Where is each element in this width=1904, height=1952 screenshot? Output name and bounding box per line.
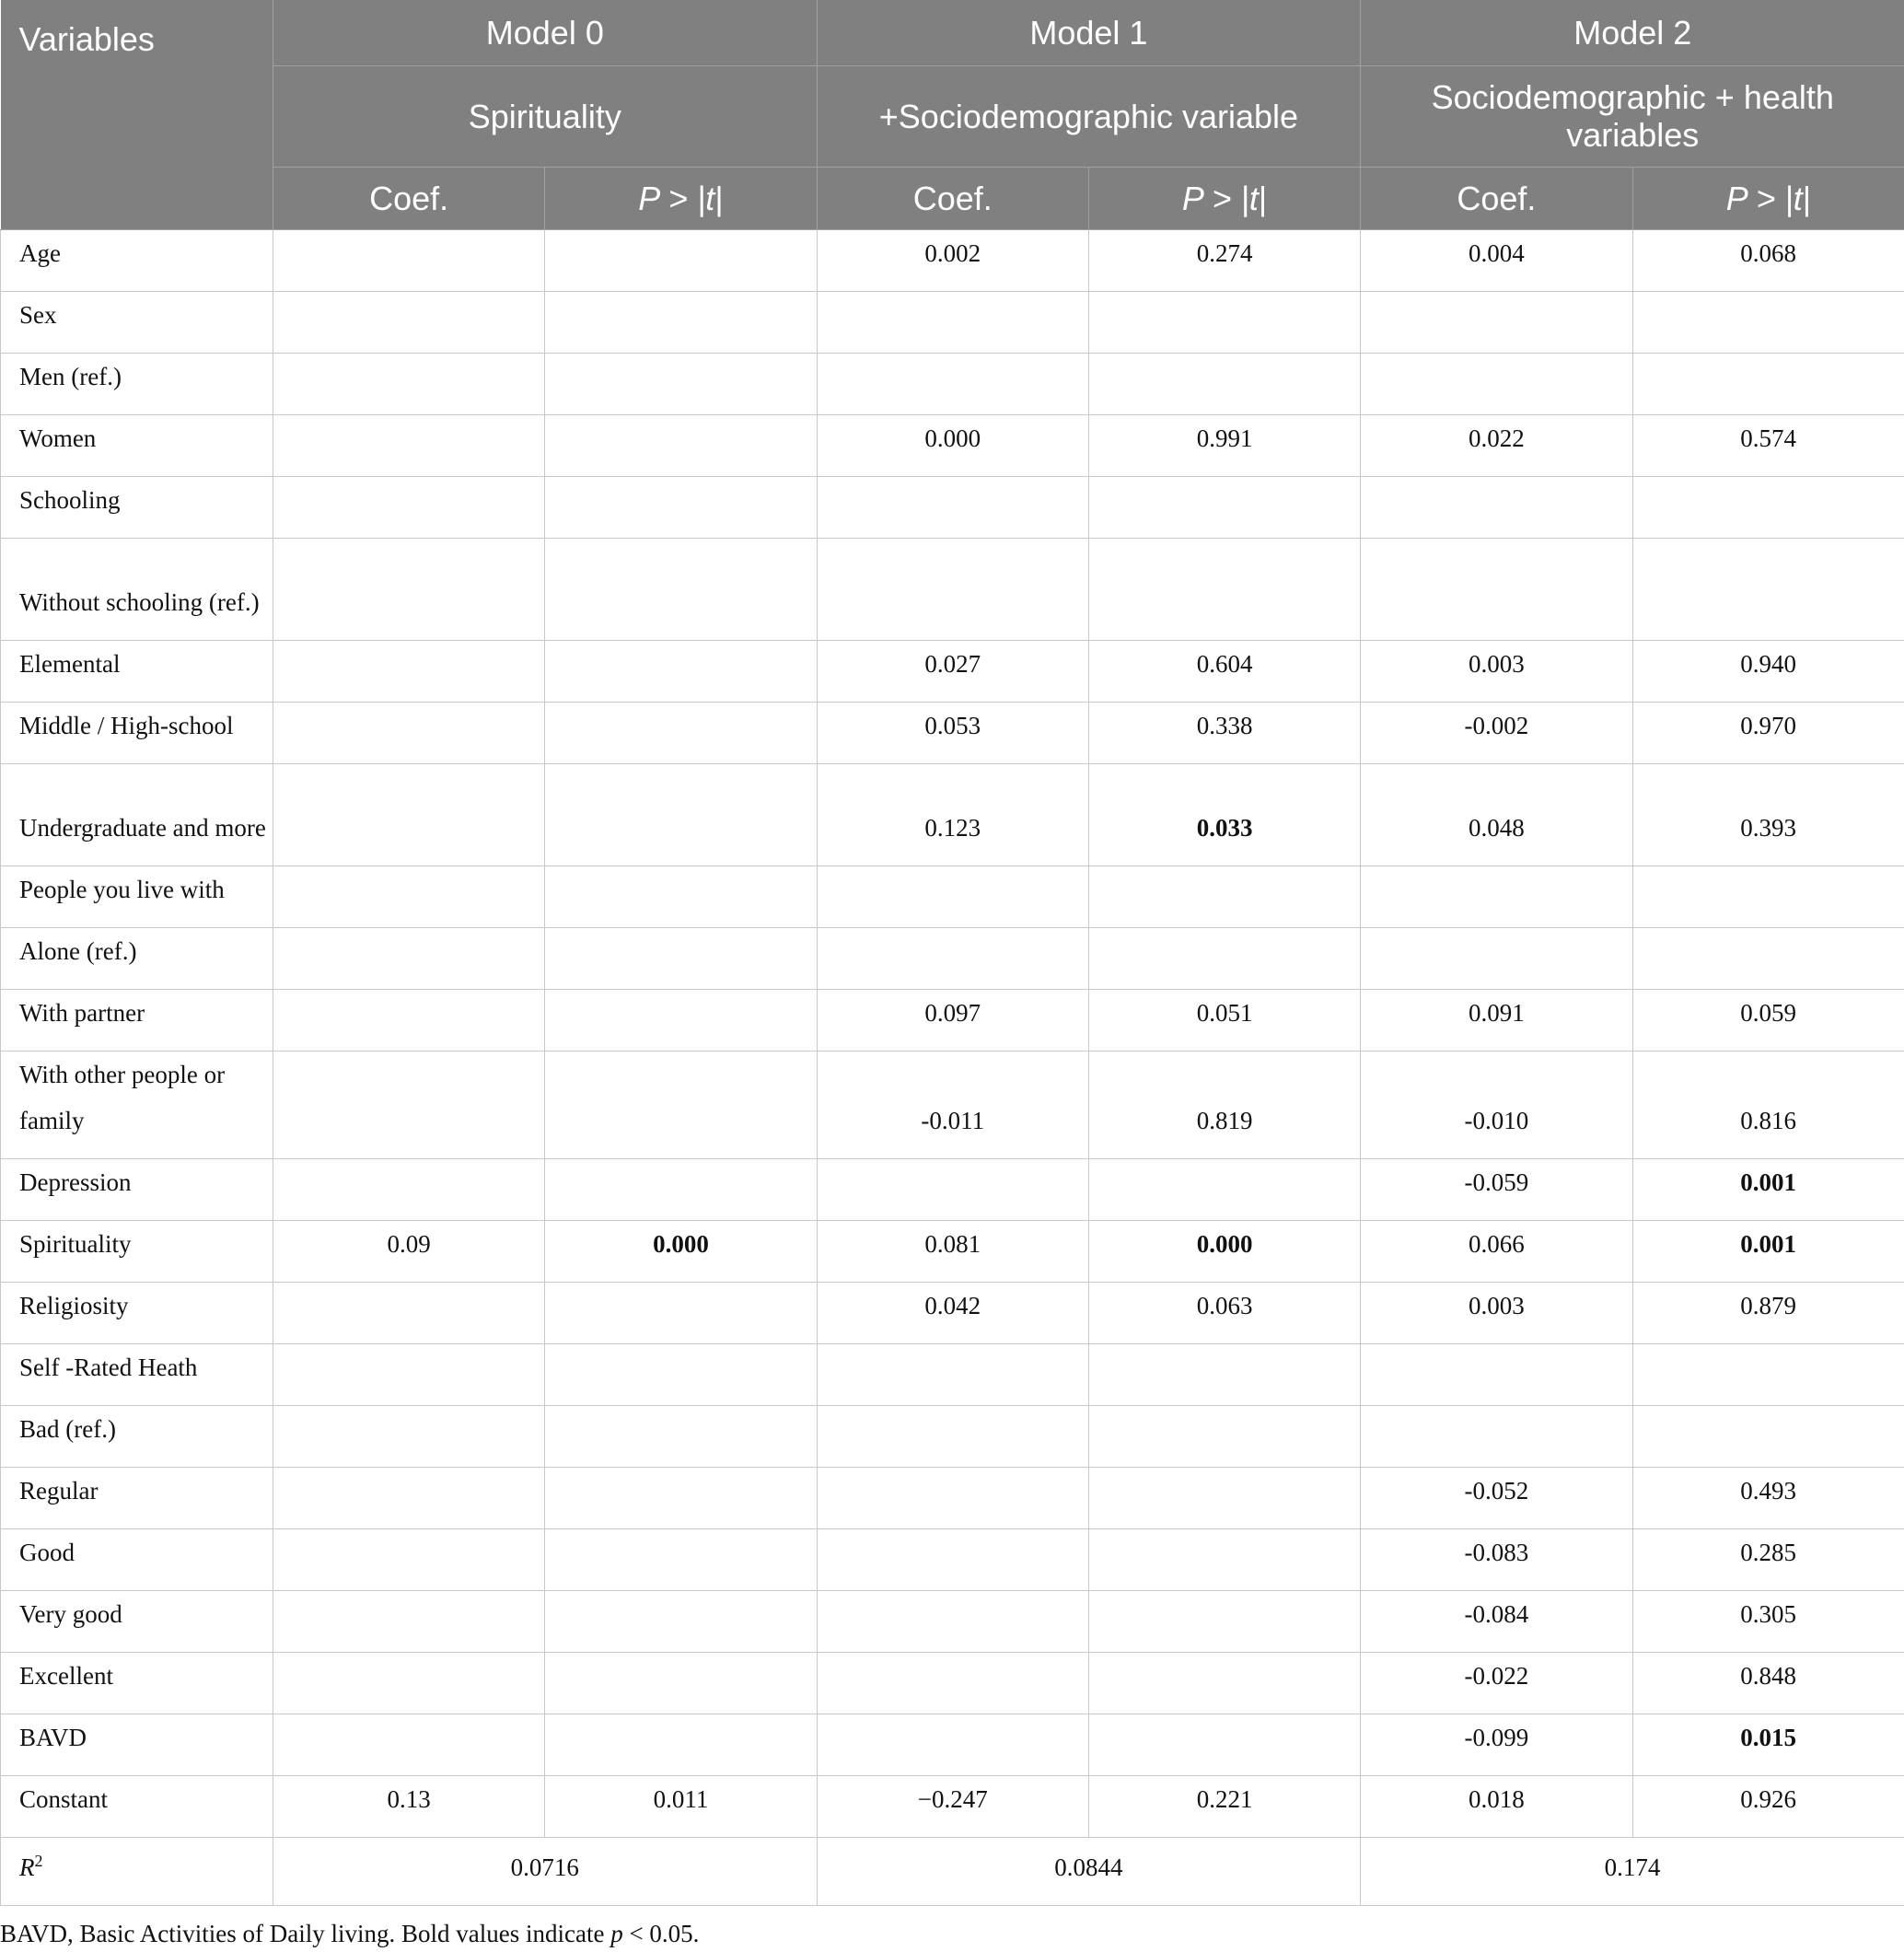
coef-cell [817,1467,1088,1528]
r-squared-superscript: 2 [35,1852,43,1870]
p-value-cell [1088,1652,1360,1714]
p-value-cell [545,291,817,353]
coef-cell: 0.13 [273,1775,545,1837]
p-value-cell [545,1467,817,1528]
p-value-cell: 0.574 [1632,414,1904,476]
p-value-cell [1088,291,1360,353]
p-value-header-suffix: | [1259,180,1267,217]
footnote-p-variable: p [610,1920,623,1947]
coef-cell [817,1528,1088,1590]
coef-cell: 0.002 [817,229,1088,291]
p-value-cell [1088,1405,1360,1467]
p-value-cell [1632,476,1904,538]
coef-cell [273,1051,545,1158]
p-value-cell [1088,1343,1360,1405]
table-row [1,353,1904,414]
p-value-cell [545,866,817,927]
coef-cell [273,291,545,353]
row-label: Without schooling (ref.) [1,538,273,640]
row-label: Middle / High-school [1,702,273,763]
row-label: Sex [1,291,273,353]
coef-cell [273,1405,545,1467]
coef-cell: -0.099 [1361,1714,1632,1775]
r-squared-value: 0.174 [1361,1837,1904,1905]
table-row [1,1220,1904,1282]
p-value-cell [545,414,817,476]
coef-cell [817,1652,1088,1714]
coef-cell [273,1158,545,1220]
table-row [1,763,1904,866]
row-label: Spirituality [1,1220,273,1282]
coef-cell: -0.083 [1361,1528,1632,1590]
coef-cell: 0.003 [1361,1282,1632,1343]
table-row [1,927,1904,989]
table-row [1,229,1904,291]
coef-cell: 0.066 [1361,1220,1632,1282]
coef-cell: 0.042 [817,1282,1088,1343]
p-value-header-prefix: P > | [1182,180,1249,217]
p-value-cell [1632,1343,1904,1405]
row-label: With partner [1,989,273,1051]
table-row [1,1590,1904,1652]
p-value-cell: 0.940 [1632,640,1904,702]
r-squared-label [1,1837,273,1905]
coef-cell: 0.018 [1361,1775,1632,1837]
p-value-cell [1088,1590,1360,1652]
p-value-cell: 0.285 [1632,1528,1904,1590]
p-value-cell [545,1343,817,1405]
coef-cell [817,1405,1088,1467]
coef-cell [273,353,545,414]
table-row [1,1282,1904,1343]
p-value-cell [545,1405,817,1467]
p-value-cell [1632,538,1904,640]
p-value-cell: 0.819 [1088,1051,1360,1158]
p-value-cell [545,353,817,414]
coef-cell: −0.247 [817,1775,1088,1837]
p-value-cell: 0.221 [1088,1775,1360,1837]
footnote-threshold: < 0.05. [623,1920,700,1947]
row-label: Depression [1,1158,273,1220]
p-value-cell [545,476,817,538]
coef-cell [273,866,545,927]
p-value-cell: 0.059 [1632,989,1904,1051]
p-value-cell [545,763,817,866]
p-value-cell: 0.604 [1088,640,1360,702]
p-value-cell [1088,476,1360,538]
coef-cell [273,538,545,640]
table-row [1,1158,1904,1220]
table-row [1,640,1904,702]
p-value-cell [545,1158,817,1220]
row-label: Alone (ref.) [1,927,273,989]
coef-cell: 0.09 [273,1220,545,1282]
coef-cell [817,291,1088,353]
row-label: Schooling [1,476,273,538]
coef-cell [817,1343,1088,1405]
table-body [1,229,1904,1905]
significant-value: 0.001 [1740,1168,1796,1196]
table-row [1,1405,1904,1467]
table-row [1,702,1904,763]
coef-cell [273,763,545,866]
row-label: Men (ref.) [1,353,273,414]
model-1-header: Model 1 [817,0,1361,65]
coef-cell [1361,291,1632,353]
p-value-cell [545,1590,817,1652]
coef-cell: 0.004 [1361,229,1632,291]
footnote-text: BAVD, Basic Activities of Daily living. Bold values indicate [0,1920,610,1947]
p-value-header-var: t [705,180,714,217]
coef-cell: -0.022 [1361,1652,1632,1714]
model-1-subtitle: +Sociodemographic variable [817,65,1361,167]
row-label: Age [1,229,273,291]
coef-cell: -0.002 [1361,702,1632,763]
table-row [1,1714,1904,1775]
p-value-cell [1632,1405,1904,1467]
p-value-cell: 0.493 [1632,1467,1904,1528]
r-squared-value: 0.0716 [273,1837,818,1905]
p-value-cell [1088,1714,1360,1775]
p-value-cell: 0.063 [1088,1282,1360,1343]
coef-cell: 0.027 [817,640,1088,702]
p-value-cell [545,702,817,763]
p-value-header-suffix: | [1803,180,1811,217]
coef-cell: 0.053 [817,702,1088,763]
p-value-header [545,167,817,229]
p-value-cell: 0.051 [1088,989,1360,1051]
p-value-cell: 0.393 [1632,763,1904,866]
p-value-cell [1088,763,1360,866]
coef-cell [273,1528,545,1590]
p-value-cell: 0.926 [1632,1775,1904,1837]
p-value-cell [545,1714,817,1775]
p-value-cell [1632,291,1904,353]
p-value-cell [545,1282,817,1343]
coef-cell [273,1467,545,1528]
model-0-header: Model 0 [273,0,818,65]
p-value-cell [545,1220,817,1282]
p-value-cell [1088,1528,1360,1590]
coef-cell [817,1158,1088,1220]
model-0-subtitle: Spirituality [273,65,818,167]
p-value-cell: 0.068 [1632,229,1904,291]
coef-cell: -0.010 [1361,1051,1632,1158]
p-value-cell: 0.011 [545,1775,817,1837]
coef-cell: 0.081 [817,1220,1088,1282]
coef-cell [273,1652,545,1714]
p-value-cell [545,1528,817,1590]
p-value-cell [1632,1714,1904,1775]
p-value-cell: 0.816 [1632,1051,1904,1158]
p-value-cell [1088,1158,1360,1220]
coef-cell [273,989,545,1051]
row-label: Constant [1,1775,273,1837]
p-value-cell [1088,866,1360,927]
table-row [1,866,1904,927]
p-value-cell [1088,1467,1360,1528]
p-value-cell: 0.338 [1088,702,1360,763]
table-row [1,1528,1904,1590]
table-row [1,1652,1904,1714]
p-value-header-suffix: | [714,180,723,217]
variables-header: Variables [1,0,273,229]
coef-cell: -0.084 [1361,1590,1632,1652]
coef-cell [273,927,545,989]
p-value-cell [1088,927,1360,989]
coef-cell: 0.022 [1361,414,1632,476]
coef-cell [817,1590,1088,1652]
p-value-cell [1088,353,1360,414]
coef-cell [817,866,1088,927]
p-value-cell [1632,927,1904,989]
coef-cell: 0.000 [817,414,1088,476]
row-label: Excellent [1,1652,273,1714]
coef-cell: 0.097 [817,989,1088,1051]
coef-cell [1361,866,1632,927]
coef-cell [273,476,545,538]
row-label: Undergraduate and more [1,763,273,866]
p-value-header [1088,167,1360,229]
coef-cell [817,353,1088,414]
p-value-cell [545,927,817,989]
coef-header: Coef. [1361,167,1632,229]
row-label: Regular [1,1467,273,1528]
p-value-cell [1632,1220,1904,1282]
p-value-cell: 0.305 [1632,1590,1904,1652]
coef-cell: 0.003 [1361,640,1632,702]
coef-cell [273,1714,545,1775]
coef-cell [1361,476,1632,538]
coef-cell [817,927,1088,989]
coef-cell [273,702,545,763]
row-label: Bad (ref.) [1,1405,273,1467]
coef-cell [273,1343,545,1405]
p-value-cell: 0.848 [1632,1652,1904,1714]
row-label: Very good [1,1590,273,1652]
row-label: Elemental [1,640,273,702]
p-value-cell [1632,1158,1904,1220]
p-value-cell [1632,866,1904,927]
table-header [1,0,1904,229]
significant-value: 0.033 [1197,814,1253,842]
model-2-header: Model 2 [1361,0,1904,65]
p-value-cell [1088,538,1360,640]
p-value-cell: 0.274 [1088,229,1360,291]
coef-cell [817,476,1088,538]
table-row [1,989,1904,1051]
p-value-cell [1088,1220,1360,1282]
row-label: With other people or family [1,1051,273,1158]
p-value-cell [545,1051,817,1158]
p-value-header [1632,167,1904,229]
table-footnote [0,1906,1904,1952]
coef-header: Coef. [273,167,545,229]
coef-cell [817,538,1088,640]
significant-value: 0.001 [1740,1230,1796,1258]
table-row [1,1343,1904,1405]
p-value-cell [545,640,817,702]
p-value-cell: 0.991 [1088,414,1360,476]
coef-cell [1361,1405,1632,1467]
coef-cell [1361,353,1632,414]
r-squared-row [1,1837,1904,1905]
p-value-cell: 0.879 [1632,1282,1904,1343]
coef-cell [273,414,545,476]
coef-cell: 0.048 [1361,763,1632,866]
table-row [1,1051,1904,1158]
p-value-cell [545,538,817,640]
table-row [1,1467,1904,1528]
p-value-cell [545,989,817,1051]
p-value-cell [545,1652,817,1714]
p-value-cell [545,229,817,291]
coef-cell [817,1714,1088,1775]
table-row [1,414,1904,476]
coef-cell [273,1282,545,1343]
p-value-header-prefix: P > | [638,180,705,217]
coef-cell: 0.091 [1361,989,1632,1051]
coef-cell: -0.011 [817,1051,1088,1158]
row-label: People you live with [1,866,273,927]
row-label: Women [1,414,273,476]
coef-header: Coef. [817,167,1088,229]
table-row [1,291,1904,353]
table-row [1,476,1904,538]
coef-cell: -0.052 [1361,1467,1632,1528]
coef-cell [1361,927,1632,989]
coef-cell [1361,1343,1632,1405]
coef-cell [273,229,545,291]
p-value-header-var: t [1794,180,1803,217]
p-value-cell [1632,353,1904,414]
row-label: BAVD [1,1714,273,1775]
row-label: Religiosity [1,1282,273,1343]
coef-cell [273,1590,545,1652]
coef-cell [273,640,545,702]
coef-cell: -0.059 [1361,1158,1632,1220]
significant-value: 0.000 [1197,1230,1253,1258]
p-value-header-prefix: P > | [1726,180,1794,217]
coef-cell [1361,538,1632,640]
coef-cell: 0.123 [817,763,1088,866]
table-row [1,1775,1904,1837]
p-value-cell: 0.970 [1632,702,1904,763]
row-label: Self -Rated Heath [1,1343,273,1405]
r-squared-symbol: R [19,1853,35,1881]
model-2-subtitle: Sociodemographic + health variables [1361,65,1904,167]
p-value-header-var: t [1249,180,1259,217]
row-label: Good [1,1528,273,1590]
significant-value: 0.015 [1740,1724,1796,1751]
r-squared-value: 0.0844 [817,1837,1361,1905]
table-row [1,538,1904,640]
significant-value: 0.000 [653,1230,709,1258]
